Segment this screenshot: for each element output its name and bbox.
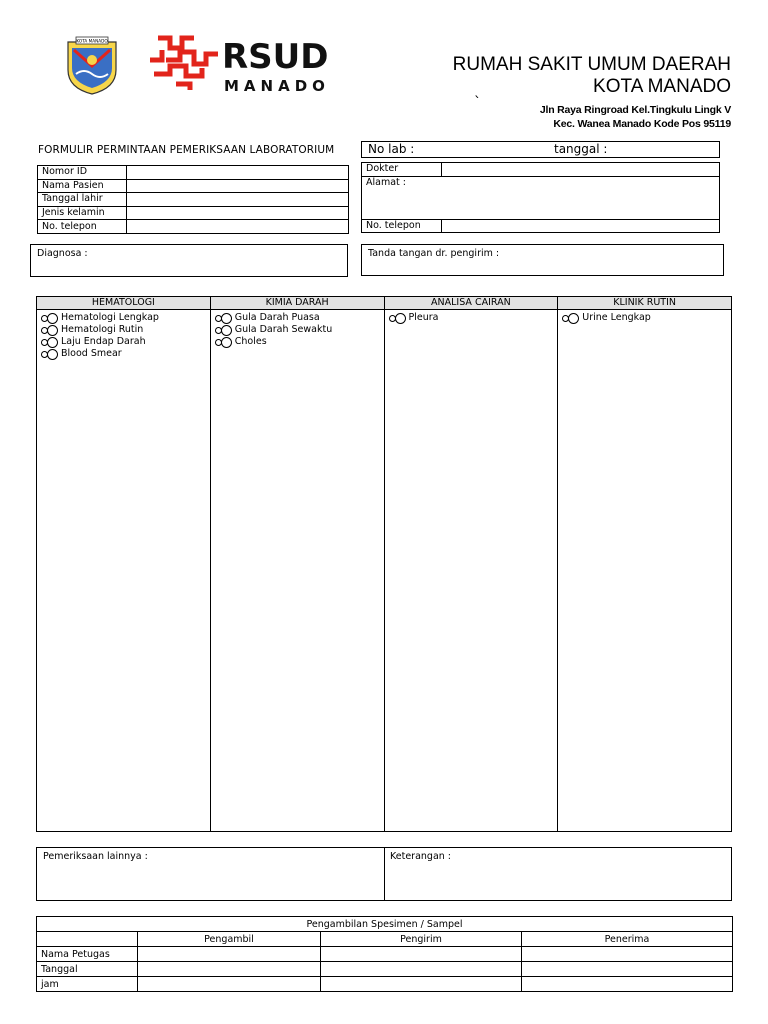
patient-field-value[interactable] <box>127 166 349 180</box>
doctor-telepon-label: No. telepon <box>362 219 442 233</box>
exam-option-label: Urine Lengkap <box>582 312 651 323</box>
rsud-manado-logo <box>146 30 356 100</box>
specimen-cell[interactable] <box>138 947 321 962</box>
column-header-analisa-cairan: ANALISA CAIRAN <box>384 297 558 310</box>
exam-option[interactable] <box>41 312 210 324</box>
hospital-address <box>540 103 731 131</box>
hospital-name-line2: KOTA MANADO <box>593 76 731 97</box>
table-row <box>37 917 733 932</box>
doctor-telepon-value[interactable] <box>442 219 720 233</box>
exam-option-label: Blood Smear <box>61 348 122 359</box>
column-header-pengirim: Pengirim <box>321 932 522 947</box>
logo-text-sub: MANADO <box>224 77 330 95</box>
exam-option-label: Gula Darah Puasa <box>234 312 320 323</box>
exam-checklist-table <box>36 296 732 832</box>
table-row <box>362 176 720 219</box>
empty-header-cell <box>37 932 138 947</box>
signature-label: Tanda tangan dr. pengirim : <box>368 248 500 259</box>
exam-option[interactable] <box>215 324 384 336</box>
exam-option[interactable] <box>41 348 210 360</box>
column-header-penerima: Penerima <box>522 932 733 947</box>
table-row <box>37 977 733 992</box>
doctor-info-table <box>361 162 720 233</box>
table-row <box>37 947 733 962</box>
radio-icon[interactable] <box>215 312 235 324</box>
specimen-cell[interactable] <box>138 962 321 977</box>
stray-tick-mark: ` <box>474 95 481 111</box>
patient-field-value[interactable] <box>127 220 349 234</box>
dokter-value[interactable] <box>442 163 720 177</box>
table-row <box>38 206 349 220</box>
patient-field-label: No. telepon <box>38 220 127 234</box>
table-row <box>37 310 732 832</box>
table-row <box>362 163 720 177</box>
table-row <box>38 220 349 234</box>
diagnosa-label: Diagnosa : <box>37 248 88 259</box>
exam-option-label: Laju Endap Darah <box>61 336 146 347</box>
column-header-hematologi: HEMATOLOGI <box>37 297 211 310</box>
exam-option-label: Gula Darah Sewaktu <box>234 324 333 335</box>
table-row <box>362 219 720 233</box>
table-row <box>38 166 349 180</box>
address-line1: Jln Raya Ringroad Kel.Tingkulu Lingk V <box>539 104 731 116</box>
specimen-cell[interactable] <box>321 977 522 992</box>
klinik-rutin-column <box>558 310 732 832</box>
patient-field-value[interactable] <box>127 193 349 207</box>
hospital-name <box>453 54 731 98</box>
radio-icon[interactable] <box>41 312 61 324</box>
alamat-field[interactable] <box>362 176 720 219</box>
specimen-cell[interactable] <box>321 947 522 962</box>
specimen-cell[interactable] <box>522 977 733 992</box>
radio-icon[interactable] <box>389 312 409 324</box>
diagnosa-field[interactable] <box>30 244 348 277</box>
patient-info-table <box>37 165 349 234</box>
specimen-cell[interactable] <box>522 947 733 962</box>
patient-field-label: Nomor ID <box>38 166 127 180</box>
logo-text-main: RSUD <box>222 37 329 77</box>
radio-icon[interactable] <box>41 348 61 360</box>
pemeriksaan-lainnya-label: Pemeriksaan lainnya : <box>43 851 148 862</box>
column-header-kimia-darah: KIMIA DARAH <box>210 297 384 310</box>
specimen-collection-table <box>36 916 732 992</box>
keterangan-label: Keterangan : <box>390 851 452 862</box>
exam-option[interactable] <box>389 312 558 324</box>
no-lab-field[interactable] <box>361 141 720 158</box>
specimen-table-title: Pengambilan Spesimen / Sampel <box>37 917 733 932</box>
analisa-cairan-column <box>384 310 558 832</box>
exam-option-label: Pleura <box>408 312 439 323</box>
hematologi-column <box>37 310 211 832</box>
table-row <box>38 193 349 207</box>
specimen-cell[interactable] <box>138 977 321 992</box>
exam-option[interactable] <box>215 336 384 348</box>
divider <box>384 848 385 900</box>
table-row <box>38 179 349 193</box>
radio-icon[interactable] <box>215 336 235 348</box>
radio-icon[interactable] <box>562 312 582 324</box>
radio-icon[interactable] <box>41 324 61 336</box>
other-exams-notes-box <box>36 847 732 901</box>
table-header-row <box>37 297 732 310</box>
hospital-name-line1: RUMAH SAKIT UMUM DAERAH <box>452 54 731 75</box>
table-header-row <box>37 932 733 947</box>
table-row <box>37 962 733 977</box>
exam-option-label: Choles <box>234 336 267 347</box>
patient-field-label: Tanggal lahir <box>38 193 127 207</box>
patient-field-value[interactable] <box>127 179 349 193</box>
exam-option[interactable] <box>41 324 210 336</box>
specimen-cell[interactable] <box>321 962 522 977</box>
dokter-label: Dokter <box>362 163 442 177</box>
row-label-tanggal: Tanggal <box>37 962 138 977</box>
exam-option-label: Hematologi Lengkap <box>61 312 159 323</box>
tanggal-label: tanggal : <box>554 142 608 156</box>
row-label-jam: jam <box>37 977 138 992</box>
radio-icon[interactable] <box>215 324 235 336</box>
address-line2: Kec. Wanea Manado Kode Pos 95119 <box>553 118 731 130</box>
alamat-label: Alamat : <box>366 176 406 188</box>
exam-option[interactable] <box>41 336 210 348</box>
signature-field[interactable] <box>361 244 724 276</box>
column-header-klinik-rutin: KLINIK RUTIN <box>558 297 732 310</box>
exam-option[interactable] <box>215 312 384 324</box>
crest-caption: KOTA MANADO <box>76 38 108 44</box>
no-lab-label: No lab : <box>368 142 415 156</box>
patient-field-label: Nama Pasien <box>38 179 127 193</box>
city-crest-logo <box>62 36 122 96</box>
specimen-cell[interactable] <box>522 962 733 977</box>
column-header-pengambil: Pengambil <box>138 932 321 947</box>
exam-option[interactable] <box>562 312 731 324</box>
radio-icon[interactable] <box>41 336 61 348</box>
patient-field-value[interactable] <box>127 206 349 220</box>
exam-option-label: Hematologi Rutin <box>61 324 144 335</box>
row-label-nama-petugas: Nama Petugas <box>37 947 138 962</box>
kimia-darah-column <box>210 310 384 832</box>
form-title: FORMULIR PERMINTAAN PEMERIKSAAN LABORATORIUM <box>38 144 335 156</box>
patient-field-label: Jenis kelamin <box>38 206 127 220</box>
